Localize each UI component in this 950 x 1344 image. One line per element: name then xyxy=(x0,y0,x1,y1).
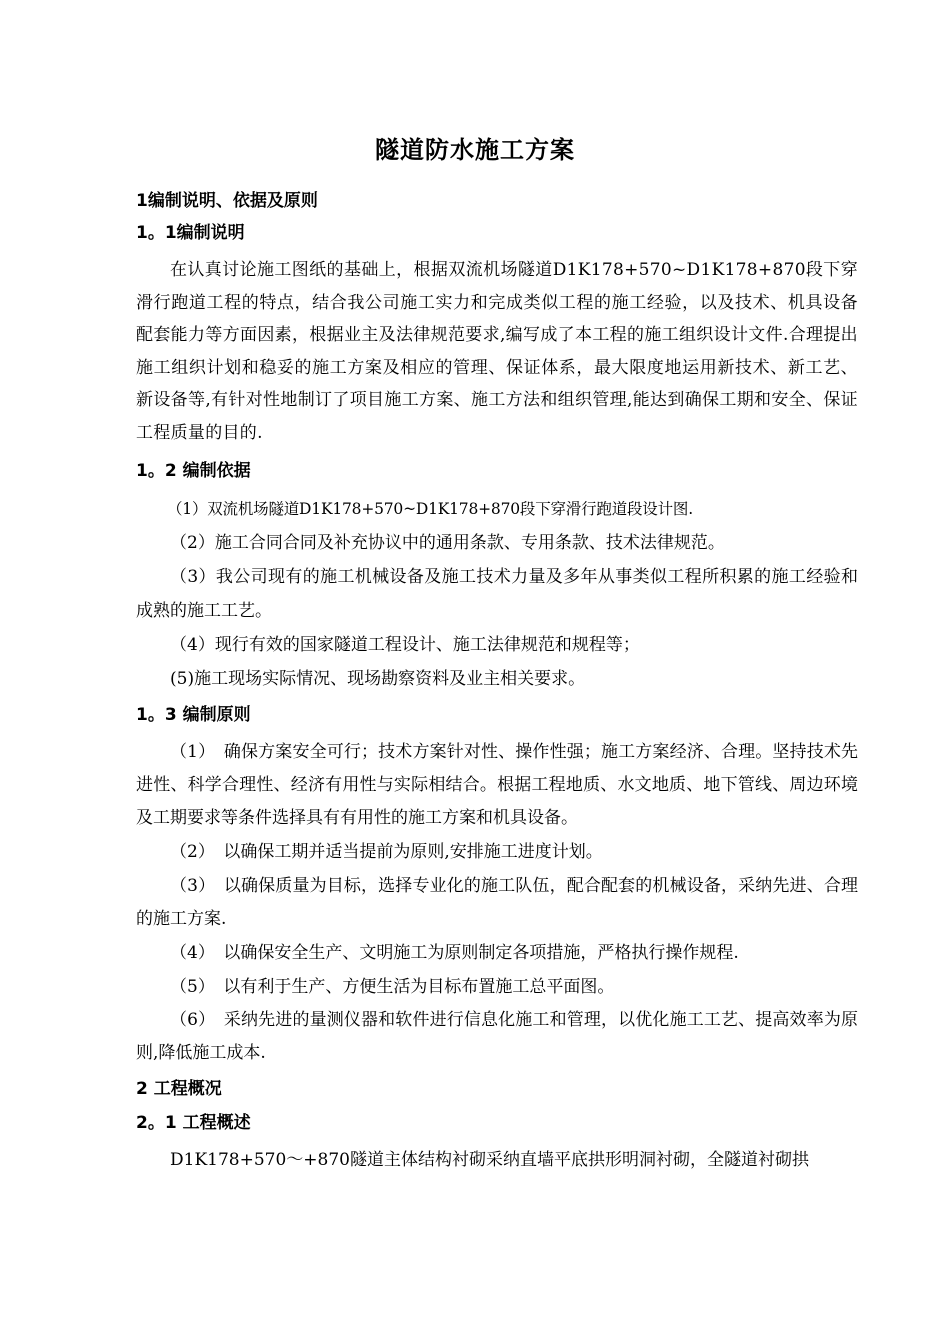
list-item-1-3-6: （6） 采纳先进的量测仪器和软件进行信息化施工和管理，以优化施工工艺、提高效率为原则,降低施工成本. xyxy=(136,1009,858,1063)
list-item-1-3-5: （5） 以有利于生产、方便生活为目标布置施工总平面图。 xyxy=(170,976,615,997)
section-heading-2: 2 工程概况 xyxy=(136,1078,222,1099)
section-heading-2-1: 2。1 工程概述 xyxy=(136,1112,251,1133)
page-title: 隧道防水施工方案 xyxy=(375,136,575,164)
list-item-1-3-1: （1） 确保方案安全可行；技术方案针对性、操作性强；施工方案经济、合理。坚持技术先进性、科学合理性、经济有用性与实际相结合。根据工程地质、水文地质、地下管线、周边环境及工期要求等条件选择具有有用性的施工方案和机具设备。 xyxy=(136,741,858,828)
list-item-1-2-2: （2）施工合同合同及补充协议中的通用条款、专用条款、技术法律规范。 xyxy=(170,532,725,553)
list-item-1-3-2: （2） 以确保工期并适当提前为原则,安排施工进度计划。 xyxy=(170,841,603,862)
list-item-1-2-4: （4）现行有效的国家隧道工程设计、施工法律规范和规程等； xyxy=(170,634,640,655)
list-item-1-3-3: （3） 以确保质量为目标，选择专业化的施工队伍，配合配套的机械设备，采纳先进、合理的施工方案. xyxy=(136,875,858,929)
section-heading-1-3: 1。3 编制原则 xyxy=(136,704,251,725)
section-heading-1-1: 1。1编制说明 xyxy=(136,223,245,243)
paragraph-2-1-overview: D1K178+570～+870隧道主体结构衬砌采纳直墙平底拱形明洞衬砌，全隧道衬砌拱 xyxy=(170,1149,809,1170)
list-item-1-2-3: （3）我公司现有的施工机械设备及施工技术力量及多年从事类似工程所积累的施工经验和成熟的施工工艺。 xyxy=(136,566,858,621)
list-item-1-2-1: （1）双流机场隧道D1K178+570~D1K178+870段下穿滑行跑道段设计图. xyxy=(167,499,693,518)
section-heading-1: 1编制说明、依据及原则 xyxy=(136,191,318,211)
paragraph-1-1-intro: 在认真讨论施工图纸的基础上，根据双流机场隧道D1K178+570~D1K178+870段下穿滑行跑道工程的特点，结合我公司施工实力和完成类似工程的施工经验，以及技术、机具设备配套能力等方面因素，根据业主及法律规范要求,编写成了本工程的施工组织设计文件.合理提出施工组织计划和稳妥的施工方案及相应的管理、保证体系，最大限度地运用新技术、新工艺、新设备等,有针对性地制订了项目施工方案、施工方法和组织管理,能达到确保工期和安全、保证工程质量的目的. xyxy=(136,260,858,443)
document-body xyxy=(136,186,858,1176)
list-item-1-2-5: (5)施工现场实际情况、现场勘察资料及业主相关要求。 xyxy=(170,668,586,689)
list-item-1-3-4: （4） 以确保安全生产、文明施工为原则制定各项措施，严格执行操作规程. xyxy=(170,942,739,963)
section-heading-1-2: 1。2 编制依据 xyxy=(136,460,251,481)
